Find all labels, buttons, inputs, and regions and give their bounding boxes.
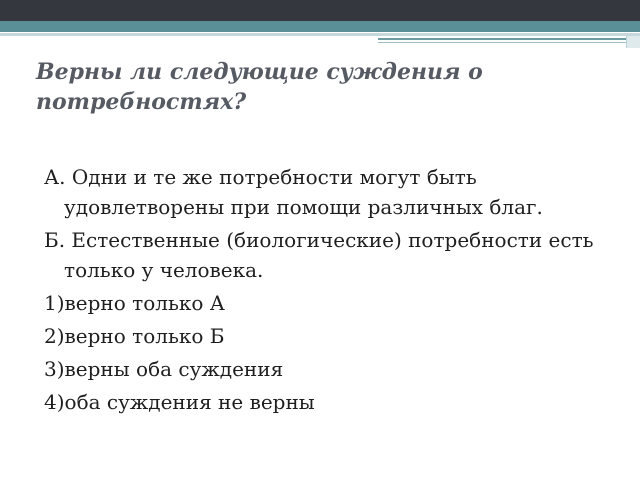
teal-thin-band [0, 33, 640, 36]
answer-option-3: 3)верны оба суждения [44, 357, 284, 381]
decorative-line [378, 38, 628, 40]
decorative-line-thin [378, 42, 628, 43]
teal-accent-band [0, 21, 640, 32]
answer-option-1: 1)верно только А [44, 291, 225, 315]
answer-option-4: 4)оба суждения не верны [44, 390, 315, 414]
top-dark-band [0, 0, 640, 21]
slide-body [44, 162, 604, 420]
decorative-corner [626, 36, 640, 48]
slide-title: Верны ли следующие суждения о потребностях? [36, 59, 483, 115]
answer-option-2: 2)верно только Б [44, 324, 225, 348]
statement-a: А. Одни и те же потребности могут быть удовлетворены при помощи различных благ. [44, 165, 543, 219]
statement-b: Б. Естественные (биологические) потребности есть только у человека. [44, 228, 594, 282]
